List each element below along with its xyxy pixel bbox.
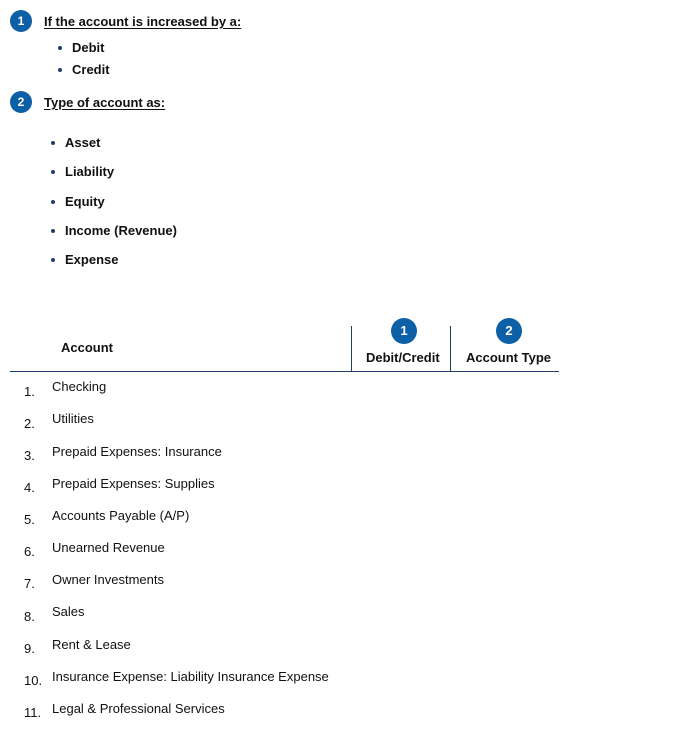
header-rule [10, 371, 559, 372]
option-label: Asset [65, 135, 101, 150]
header-account-type: Account Type [466, 350, 551, 365]
account-name: Rent & Lease [52, 637, 131, 652]
account-name: Accounts Payable (A/P) [52, 508, 190, 523]
step-1-badge: 1 [10, 10, 32, 32]
row-number: 4. [24, 480, 35, 495]
account-name: Owner Investments [52, 572, 164, 587]
bullet-icon [51, 258, 55, 262]
row-number: 9. [24, 641, 35, 656]
header-account: Account [61, 340, 113, 355]
bullet-icon [51, 170, 55, 174]
option-label: Liability [65, 164, 115, 179]
account-name: Unearned Revenue [52, 540, 165, 555]
account-name: Checking [52, 379, 107, 394]
step-2-option-equity [65, 194, 105, 210]
account-name: Prepaid Expenses: Supplies [52, 476, 215, 491]
bullet-icon [51, 200, 55, 204]
row-number: 7. [24, 576, 35, 591]
step-2-heading: Type of account as: [44, 95, 166, 110]
step-1-option-credit [72, 62, 110, 78]
option-label: Debit [72, 40, 105, 55]
header-debit-credit-badge: 1 [391, 318, 417, 344]
bullet-icon [51, 141, 55, 145]
account-name: Sales [52, 604, 85, 619]
account-name: Utilities [52, 411, 94, 426]
row-number: 6. [24, 544, 35, 559]
step-2-option-expense [65, 252, 118, 268]
header-account-type-badge: 2 [496, 318, 522, 344]
step-2-option-liability [65, 164, 114, 180]
bullet-icon [58, 46, 62, 50]
option-label: Income (Revenue) [65, 223, 177, 238]
step-2-badge: 2 [10, 91, 32, 113]
row-number: 11. [24, 705, 42, 720]
step-2-option-income [65, 223, 177, 239]
account-name: Legal & Professional Services [52, 701, 225, 716]
account-name: Prepaid Expenses: Insurance [52, 444, 222, 459]
bullet-icon [58, 68, 62, 72]
row-number: 2. [24, 416, 35, 431]
row-number: 10. [24, 673, 43, 688]
step-2-option-asset [65, 135, 100, 151]
option-label: Credit [72, 62, 110, 77]
row-number: 3. [24, 448, 35, 463]
row-number: 8. [24, 609, 35, 624]
account-name: Insurance Expense: Liability Insurance Expense [52, 669, 329, 684]
option-label: Expense [65, 252, 119, 267]
row-number: 5. [24, 512, 35, 527]
column-divider [450, 326, 451, 371]
row-number: 1. [24, 384, 35, 399]
step-1-heading: If the account is increased by a: [44, 14, 242, 29]
column-divider [351, 326, 352, 371]
step-1-option-debit [72, 40, 105, 56]
bullet-icon [51, 229, 55, 233]
header-debit-credit: Debit/Credit [366, 350, 440, 365]
option-label: Equity [65, 194, 105, 209]
